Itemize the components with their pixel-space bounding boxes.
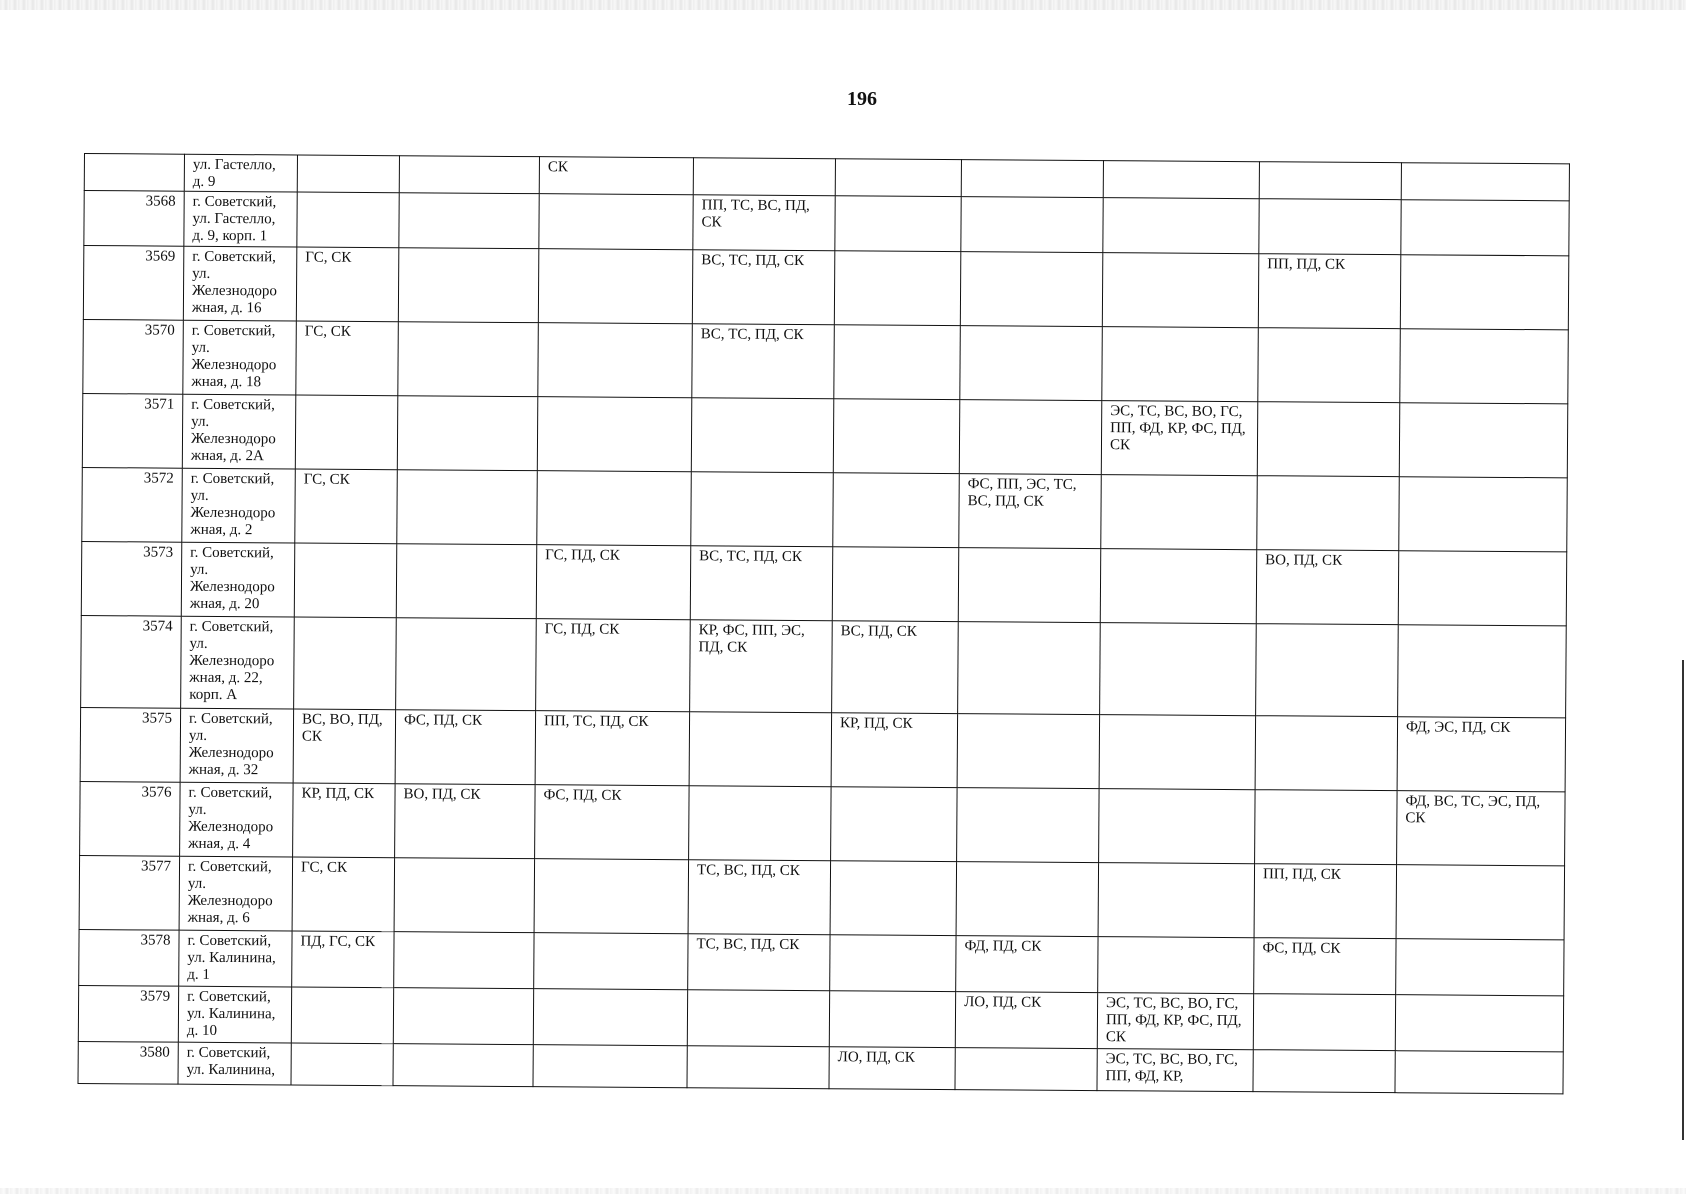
work-type-cell [1098,937,1254,994]
row-number-cell: 3577 [79,855,180,930]
work-type-cell [1401,163,1569,201]
registry-table-body [78,154,1569,1094]
work-type-cell [687,1046,829,1089]
work-type-cell [539,194,693,250]
work-type-cell [394,858,535,933]
work-type-cell: ГС, СК [292,857,395,932]
table-row [80,707,1565,791]
work-type-cell: ВС, ТС, ПД, СК [692,324,835,399]
work-type-cell [1258,328,1401,403]
work-type-cell: ФД, ВС, ТС, ЭС, ПД, СК [1397,791,1566,866]
table-row [82,467,1567,551]
row-number-cell: 3571 [82,393,183,468]
work-type-cell: ГС, СК [295,469,398,544]
work-type-cell [537,471,692,546]
address-cell: г. Советский, ул. Железнодоро жная, д. 22, корп. А [181,616,295,709]
address-cell: ул. Гастелло, д. 9 [184,154,297,192]
work-type-cell [1395,1051,1563,1094]
work-type-cell [399,193,539,249]
work-type-cell [396,618,537,711]
work-type-cell [398,248,539,323]
work-type-cell: ГС, СК [296,247,399,322]
work-type-cell [538,249,693,324]
work-type-cell: ЛО, ПД, СК [829,1047,955,1090]
table-row [83,246,1568,330]
work-type-cell [693,158,835,196]
work-type-cell [534,859,689,934]
work-type-cell [1099,715,1256,790]
work-type-cell [1257,476,1400,551]
scan-edge-right [1682,660,1684,1140]
work-type-cell [291,987,393,1044]
row-number-cell: 3574 [81,615,182,708]
work-type-cell [956,862,1099,937]
work-type-cell: ФД, ПД, СК [956,936,1098,993]
work-type-cell [689,712,832,787]
work-type-cell [834,325,961,400]
work-type-cell [399,156,539,194]
work-type-cell [398,322,539,397]
work-type-cell [396,544,537,619]
work-type-cell [1259,162,1401,200]
work-type-cell [1103,161,1259,199]
table-row [81,615,1567,717]
work-type-cell [393,1044,533,1087]
work-type-cell: ВС, ТС, ПД, СК [690,546,833,621]
work-type-cell [1395,995,1563,1052]
work-type-cell [297,192,399,248]
work-type-cell [537,397,692,472]
page-number: 196 [847,88,877,110]
work-type-cell [955,1048,1097,1091]
work-type-cell [831,787,958,862]
work-type-cell: ФС, ПД, СК [1254,938,1396,995]
work-type-cell [1399,477,1568,552]
work-type-cell [830,935,956,992]
work-type-cell [394,932,534,989]
row-number-cell: 3573 [81,541,182,616]
work-type-cell [957,714,1100,789]
table-row [83,319,1568,403]
work-type-cell: ФС, ПД, СК [535,785,690,860]
work-type-cell [397,396,538,471]
work-type-cell [687,990,829,1047]
work-type-cell: ЭС, ТС, ВС, ВО, ГС, ПП, ФД, КР, [1097,1049,1253,1092]
work-type-cell [1259,199,1401,255]
work-type-cell: ЭС, ТС, ВС, ВО, ГС, ПП, ФД, КР, ФС, ПД, СК [1101,401,1258,476]
work-type-cell [961,160,1103,198]
row-number-cell: 3579 [78,985,178,1042]
row-number-cell: 3575 [80,707,181,782]
work-type-cell [958,548,1101,623]
work-type-cell [1396,939,1564,996]
work-type-cell: КР, ПД, СК [831,713,958,788]
address-cell: г. Советский, ул. Железнодоро жная, д. 6 [179,856,293,931]
work-type-cell: ГС, СК [296,321,399,396]
work-type-cell [1400,255,1569,330]
work-type-cell [1396,865,1565,940]
work-type-cell: ФС, ПП, ЭС, ТС, ВС, ПД, СК [959,474,1102,549]
work-type-cell [295,395,398,470]
work-type-cell: ВС, ТС, ПД, СК [692,250,835,325]
work-type-cell [833,473,960,548]
work-type-cell: ЭС, ТС, ВС, ВО, ГС, ПП, ФД, КР, ФС, ПД, СК [1097,993,1253,1050]
work-type-cell [1099,789,1256,864]
work-type-cell: ТС, ВС, ПД, СК [688,934,830,991]
work-type-cell [829,991,955,1048]
work-type-cell [833,399,960,474]
work-type-cell: ПД, ГС, СК [292,931,394,988]
address-cell: г. Советский, ул. Железнодоро жная, д. 2А [182,394,296,469]
work-type-cell: ВС, ПД, СК [832,621,959,714]
work-type-cell [835,196,961,252]
work-type-cell [835,159,961,197]
table-row [80,781,1565,865]
work-type-cell [959,400,1102,475]
work-type-cell [1256,624,1399,717]
work-type-cell [958,622,1101,715]
row-number-cell: 3569 [83,246,184,321]
address-cell: г. Советский, ул. Калинина, д. 10 [178,986,291,1043]
work-type-cell [832,547,959,622]
work-type-cell [830,861,957,936]
table-wrapper [78,153,1569,1094]
row-number-cell: 3572 [82,467,183,542]
work-type-cell [534,933,688,990]
work-type-cell [291,1043,393,1086]
work-type-cell: ТС, ВС, ПД, СК [688,860,831,935]
work-type-cell [960,252,1103,327]
address-cell: г. Советский, ул. Калинина, [178,1042,291,1085]
address-cell: г. Советский, ул. Железнодоро жная, д. 20 [181,542,295,617]
work-type-cell: ВО, ПД, СК [395,784,536,859]
work-type-cell [691,398,834,473]
work-type-cell [294,617,397,710]
work-type-cell [1401,200,1569,256]
work-type-cell: ПП, ПД, СК [1254,864,1397,939]
work-type-cell [1399,403,1568,478]
work-type-cell [1257,402,1400,477]
work-type-cell: КР, ФС, ПП, ЭС, ПД, СК [690,620,833,713]
work-type-cell [1100,623,1257,716]
work-type-cell [297,155,399,193]
row-number-cell: 3570 [83,319,184,394]
work-type-cell [1102,327,1259,402]
work-type-cell: СК [539,157,693,195]
work-type-cell [1253,1050,1395,1093]
table-row [78,1041,1563,1093]
address-cell: г. Советский, ул. Гастелло, д. 9, корп. 1 [184,191,297,247]
work-type-cell [1255,790,1398,865]
work-type-cell: КР, ПД, СК [293,783,396,858]
table-row [79,929,1564,995]
work-type-cell: ЛО, ПД, СК [955,992,1097,1049]
address-cell: г. Советский, ул. Железнодоро жная, д. 2 [182,468,296,543]
work-type-cell [960,326,1103,401]
table-row [82,393,1567,477]
address-cell: г. Советский, ул. Железнодоро жная, д. 32 [180,708,294,783]
row-number-cell [84,154,184,192]
row-number-cell: 3580 [78,1041,178,1084]
work-type-cell: ВС, ВО, ПД, СК [293,709,396,784]
row-number-cell: 3568 [84,191,184,247]
work-type-cell [961,197,1103,253]
table-row [81,541,1566,625]
work-type-cell [691,472,834,547]
table-row [78,985,1563,1051]
address-cell: г. Советский, ул. Железнодоро жная, д. 4 [180,782,294,857]
work-type-cell [1100,549,1257,624]
row-number-cell: 3576 [80,781,181,856]
address-cell: г. Советский, ул. Калинина, д. 1 [179,930,292,987]
work-type-cell [533,989,687,1046]
work-type-cell: ПП, ТС, ПД, СК [535,711,690,786]
work-type-cell: ФД, ЭС, ПД, СК [1397,717,1566,792]
work-type-cell [957,788,1100,863]
work-type-cell: ГС, ПД, СК [536,545,691,620]
work-type-cell [1400,329,1569,404]
scan-edge-bottom [0,1188,1686,1194]
work-type-cell [1103,198,1259,254]
table-row [79,855,1564,939]
work-type-cell: ВО, ПД, СК [1256,550,1399,625]
work-type-cell: ПП, ПД, СК [1258,254,1401,329]
work-type-cell [834,251,961,326]
work-type-cell: ГС, ПД, СК [536,619,691,712]
work-type-cell [1398,551,1567,626]
row-number-cell: 3578 [79,929,179,986]
work-type-cell [1098,863,1255,938]
work-type-cell [1398,625,1567,718]
registry-table [78,153,1570,1094]
address-cell: г. Советский, ул. Железнодоро жная, д. 16 [183,246,297,321]
work-type-cell [533,1045,687,1088]
work-type-cell: ФС, ПД, СК [395,710,536,785]
work-type-cell [294,543,397,618]
work-type-cell: ПП, ТС, ВС, ПД, СК [693,195,835,251]
work-type-cell [397,470,538,545]
scan-edge-top [0,0,1686,10]
work-type-cell [1102,253,1259,328]
work-type-cell [1255,716,1398,791]
work-type-cell [1101,475,1258,550]
work-type-cell [1253,994,1395,1051]
work-type-cell [538,323,693,398]
address-cell: г. Советский, ул. Железнодоро жная, д. 18 [183,320,297,395]
work-type-cell [393,988,533,1045]
work-type-cell [689,786,832,861]
